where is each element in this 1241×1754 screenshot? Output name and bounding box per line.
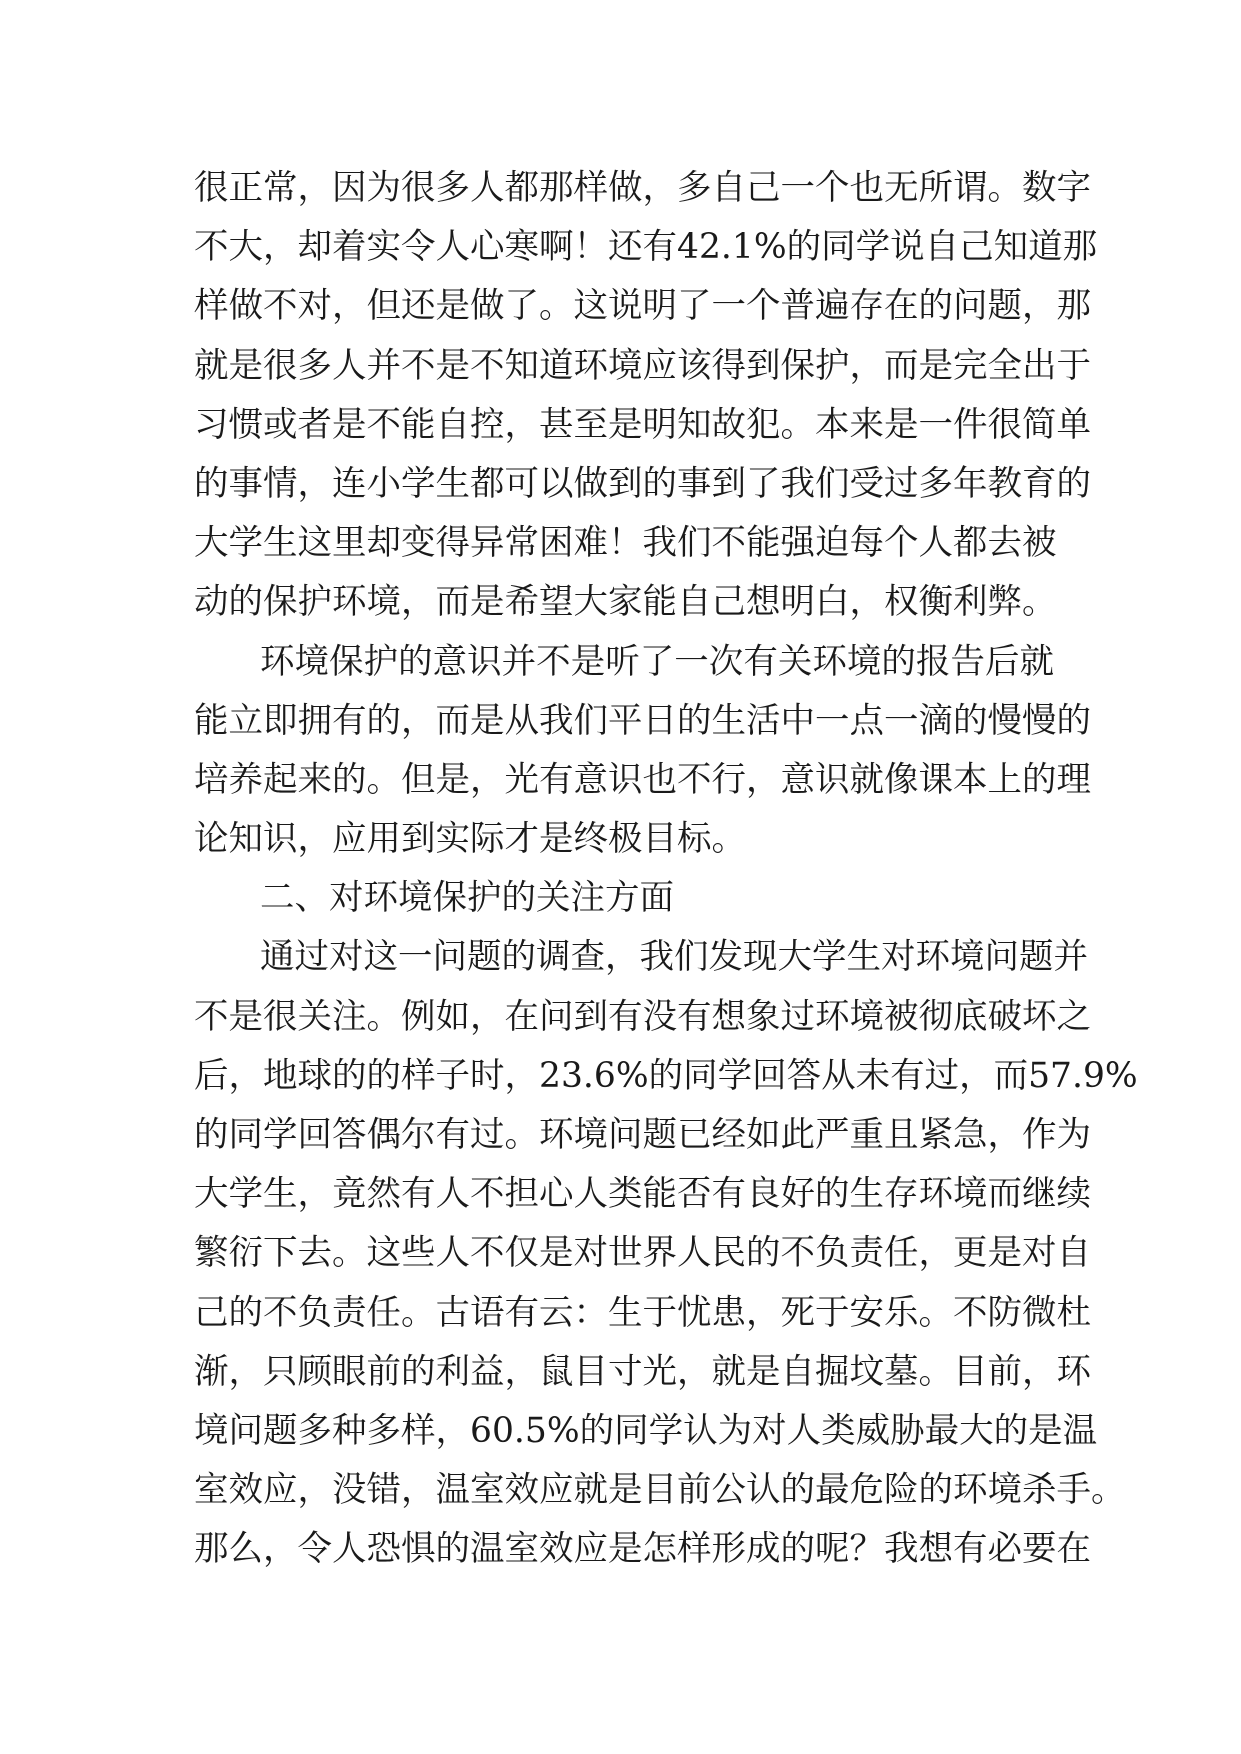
text-line: 繁衍下去。这些人不仅是对世界人民的不负责任，更是对自	[194, 1233, 1091, 1274]
text-line: 样做不对，但还是做了。这说明了一个普遍存在的问题，那	[194, 286, 1091, 327]
section-heading-text: 二、对环境保护的关注方面	[260, 878, 674, 919]
text-line: 论知识，应用到实际才是终极目标。	[194, 819, 746, 860]
text-line: 动的保护环境，而是希望大家能自己想明白，权衡利弊。	[194, 582, 1057, 623]
text-line: 室效应，没错，温室效应就是目前公认的最危险的环境杀手。	[194, 1470, 1126, 1511]
text-line: 习惯或者是不能自控，甚至是明知故犯。本来是一件很简单	[194, 404, 1091, 445]
text-line: 后，地球的的样子时，23.6%的同学回答从未有过，而57.9%	[194, 1055, 1138, 1096]
text-line: 不是很关注。例如，在问到有没有想象过环境被彻底破坏之	[194, 996, 1091, 1037]
section-heading	[194, 869, 1054, 928]
text-line: 境问题多种多样，60.5%的同学认为对人类威胁最大的是温	[194, 1410, 1098, 1451]
text-line: 很正常，因为很多人都那样做，多自己一个也无所谓。数字	[194, 168, 1091, 208]
paragraph-attention	[194, 928, 1138, 1579]
text-line: 培养起来的。但是，光有意识也不行，意识就像课本上的理	[194, 759, 1091, 800]
text-line: 环境保护的意识并不是听了一次有关环境的报告后就	[260, 641, 1054, 682]
text-line: 的同学回答偶尔有过。环境问题已经如此严重且紧急，作为	[194, 1115, 1091, 1155]
text-line: 不大，却着实令人心寒啊！还有42.1%的同学说自己知道那	[194, 227, 1098, 268]
paragraph-continuation	[194, 159, 1098, 633]
text-line: 的事情，连小学生都可以做到的事到了我们受过多年教育的	[194, 463, 1091, 504]
text-line: 渐，只顾眼前的利益，鼠目寸光，就是自掘坟墓。目前，环	[194, 1351, 1091, 1392]
text-line: 大学生这里却变得异常困难！我们不能强迫每个人都去被	[194, 523, 1057, 564]
text-line: 就是很多人并不是不知道环境应该得到保护，而是完全出于	[194, 345, 1091, 386]
text-line: 己的不负责任。古语有云：生于忧患，死于安乐。不防微杜	[194, 1292, 1091, 1333]
document-body	[194, 159, 1138, 1580]
text-line: 那么，令人恐惧的温室效应是怎样形成的呢？我想有必要在	[194, 1529, 1091, 1570]
paragraph-awareness	[194, 633, 1091, 870]
text-line: 通过对这一问题的调查，我们发现大学生对环境问题并	[260, 937, 1088, 978]
text-line: 大学生，竟然有人不担心人类能否有良好的生存环境而继续	[194, 1174, 1091, 1215]
text-line: 能立即拥有的，而是从我们平日的生活中一点一滴的慢慢的	[194, 700, 1091, 741]
